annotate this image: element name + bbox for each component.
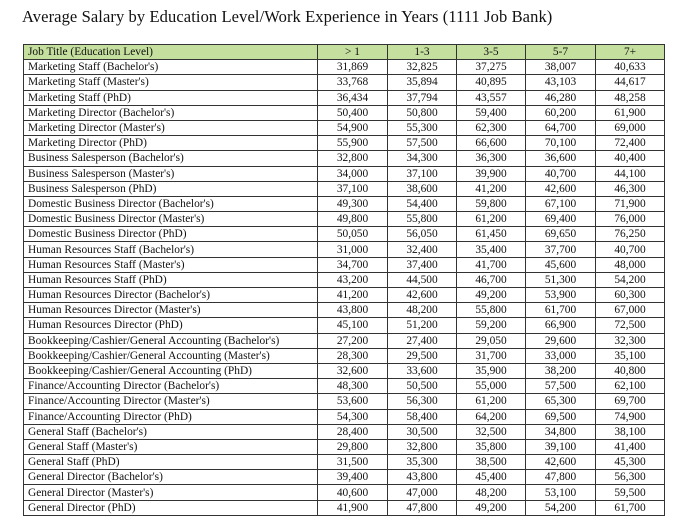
- salary-3-5-cell: 59,200: [457, 318, 526, 333]
- salary-7-plus-cell: 54,200: [596, 272, 665, 287]
- header-row: [24, 45, 665, 60]
- salary-7-plus-cell: 62,100: [596, 379, 665, 394]
- table-row: [24, 500, 665, 515]
- table-row: [24, 485, 665, 500]
- salary-7-plus-cell: 40,700: [596, 242, 665, 257]
- salary-1-3-cell: 51,200: [388, 318, 457, 333]
- job-title-cell: Bookkeeping/Cashier/General Accounting (Bachelor's): [24, 333, 318, 348]
- table-row: [24, 166, 665, 181]
- salary-1-3-cell: 37,400: [388, 257, 457, 272]
- column-header-job-title: Job Title (Education Level): [24, 45, 318, 60]
- salary-5-7-cell: 34,800: [526, 424, 596, 439]
- salary-7-plus-cell: 71,900: [596, 196, 665, 211]
- table-row: [24, 90, 665, 105]
- salary-1-3-cell: 44,500: [388, 272, 457, 287]
- salary-7-plus-cell: 69,700: [596, 394, 665, 409]
- salary-5-7-cell: 64,700: [526, 120, 596, 135]
- salary-under-1-cell: 40,600: [318, 485, 388, 500]
- salary-1-3-cell: 47,800: [388, 500, 457, 515]
- salary-1-3-cell: 33,600: [388, 363, 457, 378]
- salary-1-3-cell: 34,300: [388, 151, 457, 166]
- table-row: [24, 303, 665, 318]
- salary-5-7-cell: 46,280: [526, 90, 596, 105]
- salary-7-plus-cell: 48,000: [596, 257, 665, 272]
- salary-7-plus-cell: 32,300: [596, 333, 665, 348]
- salary-under-1-cell: 32,800: [318, 151, 388, 166]
- table-row: [24, 439, 665, 454]
- table-row: [24, 455, 665, 470]
- table-row: [24, 394, 665, 409]
- salary-under-1-cell: 33,768: [318, 75, 388, 90]
- salary-under-1-cell: 28,400: [318, 424, 388, 439]
- table-row: [24, 424, 665, 439]
- table-row: [24, 470, 665, 485]
- salary-5-7-cell: 70,100: [526, 136, 596, 151]
- salary-7-plus-cell: 40,633: [596, 60, 665, 75]
- salary-7-plus-cell: 48,258: [596, 90, 665, 105]
- job-title-cell: Marketing Staff (Bachelor's): [24, 60, 318, 75]
- salary-1-3-cell: 50,500: [388, 379, 457, 394]
- job-title-cell: Business Salesperson (Bachelor's): [24, 151, 318, 166]
- salary-5-7-cell: 40,700: [526, 166, 596, 181]
- salary-5-7-cell: 57,500: [526, 379, 596, 394]
- table-row: [24, 212, 665, 227]
- salary-3-5-cell: 36,300: [457, 151, 526, 166]
- salary-7-plus-cell: 67,000: [596, 303, 665, 318]
- salary-3-5-cell: 40,895: [457, 75, 526, 90]
- salary-3-5-cell: 41,200: [457, 181, 526, 196]
- salary-3-5-cell: 46,700: [457, 272, 526, 287]
- salary-5-7-cell: 67,100: [526, 196, 596, 211]
- salary-5-7-cell: 69,650: [526, 227, 596, 242]
- job-title-cell: Human Resources Staff (Bachelor's): [24, 242, 318, 257]
- salary-5-7-cell: 38,200: [526, 363, 596, 378]
- salary-5-7-cell: 51,300: [526, 272, 596, 287]
- salary-1-3-cell: 32,825: [388, 60, 457, 75]
- salary-3-5-cell: 64,200: [457, 409, 526, 424]
- salary-3-5-cell: 32,500: [457, 424, 526, 439]
- job-title-cell: Finance/Accounting Director (PhD): [24, 409, 318, 424]
- salary-3-5-cell: 48,200: [457, 485, 526, 500]
- salary-1-3-cell: 48,200: [388, 303, 457, 318]
- salary-5-7-cell: 29,600: [526, 333, 596, 348]
- table-row: [24, 288, 665, 303]
- salary-5-7-cell: 69,400: [526, 212, 596, 227]
- table-row: [24, 60, 665, 75]
- salary-7-plus-cell: 74,900: [596, 409, 665, 424]
- job-title-cell: Finance/Accounting Director (Master's): [24, 394, 318, 409]
- salary-3-5-cell: 45,400: [457, 470, 526, 485]
- salary-7-plus-cell: 45,300: [596, 455, 665, 470]
- job-title-cell: General Staff (Master's): [24, 439, 318, 454]
- salary-5-7-cell: 37,700: [526, 242, 596, 257]
- salary-under-1-cell: 45,100: [318, 318, 388, 333]
- salary-3-5-cell: 43,557: [457, 90, 526, 105]
- table-row: [24, 181, 665, 196]
- salary-5-7-cell: 43,103: [526, 75, 596, 90]
- table-header: [24, 45, 665, 60]
- job-title-cell: Business Salesperson (Master's): [24, 166, 318, 181]
- salary-1-3-cell: 56,300: [388, 394, 457, 409]
- job-title-cell: General Director (Master's): [24, 485, 318, 500]
- salary-under-1-cell: 41,900: [318, 500, 388, 515]
- salary-3-5-cell: 61,450: [457, 227, 526, 242]
- salary-7-plus-cell: 76,000: [596, 212, 665, 227]
- table-row: [24, 151, 665, 166]
- salary-7-plus-cell: 69,000: [596, 120, 665, 135]
- column-header-7-plus: 7+: [596, 45, 665, 60]
- salary-5-7-cell: 42,600: [526, 181, 596, 196]
- salary-5-7-cell: 38,007: [526, 60, 596, 75]
- job-title-cell: Domestic Business Director (PhD): [24, 227, 318, 242]
- salary-5-7-cell: 53,100: [526, 485, 596, 500]
- table-row: [24, 348, 665, 363]
- salary-3-5-cell: 66,600: [457, 136, 526, 151]
- salary-under-1-cell: 28,300: [318, 348, 388, 363]
- salary-3-5-cell: 62,300: [457, 120, 526, 135]
- job-title-cell: Bookkeeping/Cashier/General Accounting (Master's): [24, 348, 318, 363]
- salary-7-plus-cell: 56,300: [596, 470, 665, 485]
- job-title-cell: General Director (Bachelor's): [24, 470, 318, 485]
- salary-7-plus-cell: 72,400: [596, 136, 665, 151]
- salary-1-3-cell: 37,794: [388, 90, 457, 105]
- salary-3-5-cell: 55,000: [457, 379, 526, 394]
- salary-1-3-cell: 35,300: [388, 455, 457, 470]
- job-title-cell: General Staff (Bachelor's): [24, 424, 318, 439]
- salary-1-3-cell: 42,600: [388, 288, 457, 303]
- table-row: [24, 242, 665, 257]
- salary-5-7-cell: 66,900: [526, 318, 596, 333]
- salary-3-5-cell: 38,500: [457, 455, 526, 470]
- salary-3-5-cell: 31,700: [457, 348, 526, 363]
- salary-3-5-cell: 35,900: [457, 363, 526, 378]
- salary-3-5-cell: 49,200: [457, 288, 526, 303]
- salary-under-1-cell: 43,200: [318, 272, 388, 287]
- salary-7-plus-cell: 40,800: [596, 363, 665, 378]
- column-header-3-5: 3-5: [457, 45, 526, 60]
- salary-1-3-cell: 35,894: [388, 75, 457, 90]
- job-title-cell: General Staff (PhD): [24, 455, 318, 470]
- job-title-cell: Marketing Staff (Master's): [24, 75, 318, 90]
- salary-7-plus-cell: 61,700: [596, 500, 665, 515]
- job-title-cell: Domestic Business Director (Master's): [24, 212, 318, 227]
- salary-1-3-cell: 30,500: [388, 424, 457, 439]
- salary-7-plus-cell: 61,900: [596, 105, 665, 120]
- salary-1-3-cell: 47,000: [388, 485, 457, 500]
- salary-7-plus-cell: 44,100: [596, 166, 665, 181]
- job-title-cell: Bookkeeping/Cashier/General Accounting (PhD): [24, 363, 318, 378]
- job-title-cell: Human Resources Director (PhD): [24, 318, 318, 333]
- salary-under-1-cell: 27,200: [318, 333, 388, 348]
- salary-under-1-cell: 41,200: [318, 288, 388, 303]
- salary-under-1-cell: 48,300: [318, 379, 388, 394]
- salary-1-3-cell: 27,400: [388, 333, 457, 348]
- table-row: [24, 257, 665, 272]
- salary-1-3-cell: 54,400: [388, 196, 457, 211]
- salary-7-plus-cell: 46,300: [596, 181, 665, 196]
- salary-1-3-cell: 55,300: [388, 120, 457, 135]
- salary-7-plus-cell: 35,100: [596, 348, 665, 363]
- salary-under-1-cell: 31,500: [318, 455, 388, 470]
- salary-5-7-cell: 47,800: [526, 470, 596, 485]
- salary-5-7-cell: 61,700: [526, 303, 596, 318]
- table-row: [24, 105, 665, 120]
- job-title-cell: Human Resources Director (Master's): [24, 303, 318, 318]
- page-title: Average Salary by Education Level/Work Experience in Years (1111 Job Bank): [22, 7, 553, 26]
- salary-1-3-cell: 37,100: [388, 166, 457, 181]
- salary-under-1-cell: 37,100: [318, 181, 388, 196]
- salary-3-5-cell: 61,200: [457, 394, 526, 409]
- table-row: [24, 196, 665, 211]
- salary-1-3-cell: 29,500: [388, 348, 457, 363]
- salary-under-1-cell: 34,000: [318, 166, 388, 181]
- job-title-cell: Human Resources Director (Bachelor's): [24, 288, 318, 303]
- job-title-cell: Marketing Director (PhD): [24, 136, 318, 151]
- salary-table: [23, 44, 665, 516]
- salary-under-1-cell: 53,600: [318, 394, 388, 409]
- table-row: [24, 136, 665, 151]
- table-row: [24, 379, 665, 394]
- salary-7-plus-cell: 60,300: [596, 288, 665, 303]
- salary-5-7-cell: 60,200: [526, 105, 596, 120]
- salary-5-7-cell: 39,100: [526, 439, 596, 454]
- job-title-cell: General Director (PhD): [24, 500, 318, 515]
- salary-5-7-cell: 42,600: [526, 455, 596, 470]
- salary-3-5-cell: 39,900: [457, 166, 526, 181]
- salary-1-3-cell: 58,400: [388, 409, 457, 424]
- salary-under-1-cell: 29,800: [318, 439, 388, 454]
- salary-1-3-cell: 56,050: [388, 227, 457, 242]
- salary-under-1-cell: 31,869: [318, 60, 388, 75]
- job-title-cell: Marketing Director (Bachelor's): [24, 105, 318, 120]
- salary-under-1-cell: 50,050: [318, 227, 388, 242]
- salary-1-3-cell: 38,600: [388, 181, 457, 196]
- job-title-cell: Marketing Director (Master's): [24, 120, 318, 135]
- salary-under-1-cell: 34,700: [318, 257, 388, 272]
- salary-5-7-cell: 69,500: [526, 409, 596, 424]
- salary-3-5-cell: 55,800: [457, 303, 526, 318]
- salary-7-plus-cell: 72,500: [596, 318, 665, 333]
- salary-5-7-cell: 53,900: [526, 288, 596, 303]
- salary-7-plus-cell: 44,617: [596, 75, 665, 90]
- salary-under-1-cell: 54,300: [318, 409, 388, 424]
- salary-3-5-cell: 29,050: [457, 333, 526, 348]
- table-row: [24, 75, 665, 90]
- salary-1-3-cell: 32,800: [388, 439, 457, 454]
- table-row: [24, 318, 665, 333]
- job-title-cell: Marketing Staff (PhD): [24, 90, 318, 105]
- salary-under-1-cell: 50,400: [318, 105, 388, 120]
- table-row: [24, 227, 665, 242]
- salary-3-5-cell: 37,275: [457, 60, 526, 75]
- salary-7-plus-cell: 38,100: [596, 424, 665, 439]
- table-body: [24, 60, 665, 516]
- column-header-1-3: 1-3: [388, 45, 457, 60]
- salary-5-7-cell: 33,000: [526, 348, 596, 363]
- salary-under-1-cell: 43,800: [318, 303, 388, 318]
- salary-3-5-cell: 59,800: [457, 196, 526, 211]
- job-title-cell: Business Salesperson (PhD): [24, 181, 318, 196]
- salary-1-3-cell: 32,400: [388, 242, 457, 257]
- salary-under-1-cell: 39,400: [318, 470, 388, 485]
- salary-under-1-cell: 31,000: [318, 242, 388, 257]
- salary-3-5-cell: 41,700: [457, 257, 526, 272]
- salary-3-5-cell: 35,400: [457, 242, 526, 257]
- table-row: [24, 333, 665, 348]
- job-title-cell: Human Resources Staff (Master's): [24, 257, 318, 272]
- salary-under-1-cell: 49,800: [318, 212, 388, 227]
- column-header-under-1: > 1: [318, 45, 388, 60]
- job-title-cell: Domestic Business Director (Bachelor's): [24, 196, 318, 211]
- table-row: [24, 363, 665, 378]
- salary-5-7-cell: 36,600: [526, 151, 596, 166]
- column-header-5-7: 5-7: [526, 45, 596, 60]
- salary-7-plus-cell: 40,400: [596, 151, 665, 166]
- salary-under-1-cell: 36,434: [318, 90, 388, 105]
- salary-7-plus-cell: 41,400: [596, 439, 665, 454]
- salary-3-5-cell: 59,400: [457, 105, 526, 120]
- salary-5-7-cell: 54,200: [526, 500, 596, 515]
- salary-1-3-cell: 57,500: [388, 136, 457, 151]
- salary-under-1-cell: 32,600: [318, 363, 388, 378]
- salary-under-1-cell: 54,900: [318, 120, 388, 135]
- salary-under-1-cell: 55,900: [318, 136, 388, 151]
- job-title-cell: Finance/Accounting Director (Bachelor's): [24, 379, 318, 394]
- salary-7-plus-cell: 59,500: [596, 485, 665, 500]
- salary-5-7-cell: 45,600: [526, 257, 596, 272]
- salary-3-5-cell: 35,800: [457, 439, 526, 454]
- table-row: [24, 409, 665, 424]
- salary-under-1-cell: 49,300: [318, 196, 388, 211]
- salary-3-5-cell: 49,200: [457, 500, 526, 515]
- salary-1-3-cell: 55,800: [388, 212, 457, 227]
- salary-3-5-cell: 61,200: [457, 212, 526, 227]
- job-title-cell: Human Resources Staff (PhD): [24, 272, 318, 287]
- salary-1-3-cell: 50,800: [388, 105, 457, 120]
- salary-1-3-cell: 43,800: [388, 470, 457, 485]
- table-row: [24, 120, 665, 135]
- salary-7-plus-cell: 76,250: [596, 227, 665, 242]
- table-row: [24, 272, 665, 287]
- salary-5-7-cell: 65,300: [526, 394, 596, 409]
